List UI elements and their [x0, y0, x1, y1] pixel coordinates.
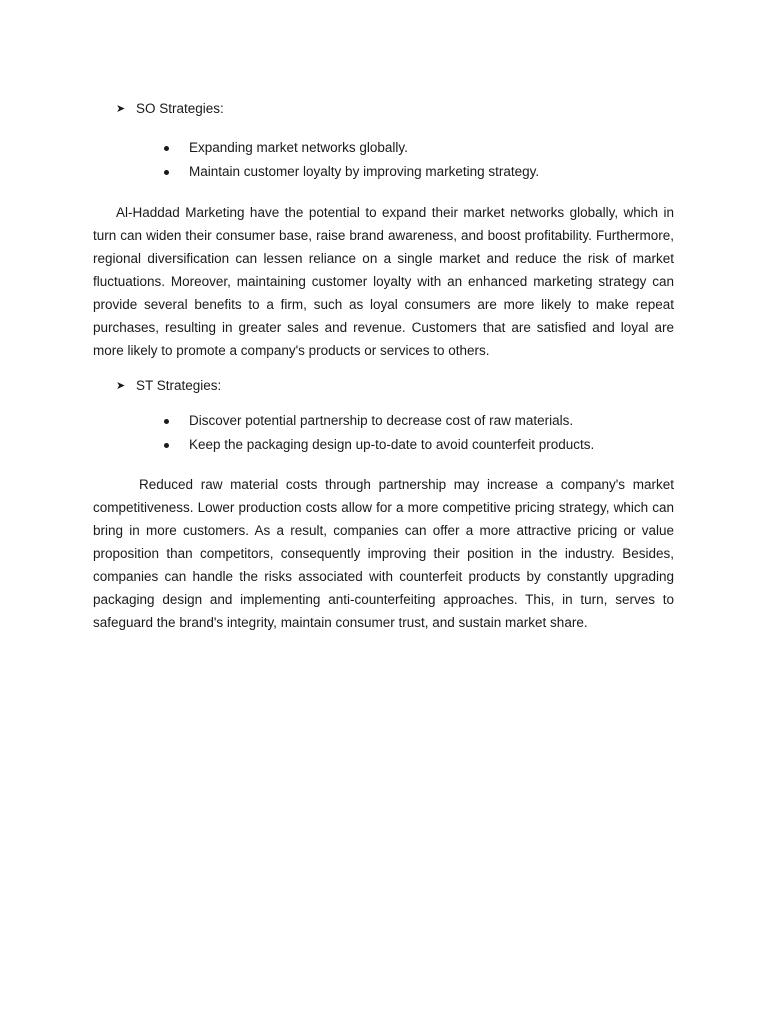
- st-bullet-list: [160, 409, 594, 457]
- list-item-text: Discover potential partnership to decrease cost of raw materials.: [189, 413, 574, 428]
- bullet-dot-icon: [164, 146, 169, 151]
- so-strategies-heading: [116, 100, 224, 118]
- list-item: [160, 160, 539, 184]
- list-item: [160, 409, 594, 433]
- arrow-bullet-icon: ➤: [116, 103, 126, 115]
- bullet-dot-icon: [164, 443, 169, 448]
- list-item-text: Maintain customer loyalty by improving marketing strategy.: [189, 164, 540, 179]
- list-item: [160, 136, 539, 160]
- so-heading-text: SO Strategies:: [136, 101, 224, 116]
- st-strategies-heading: [116, 377, 221, 395]
- so-bullet-list: [160, 136, 539, 184]
- list-item-text: Keep the packaging design up-to-date to avoid counterfeit products.: [189, 437, 595, 452]
- st-paragraph: Reduced raw material costs through partnership may increase a company's market competitiveness. Lower production costs allow for a more competitive pricing strategy, which can bring in more customers. As a result, companies can offer a more attractive pricing or value proposition than competitors, consequently improving their position in the industry. Besides, companies can handle the risks associated with counterfeit products by constantly upgrading packaging design and implementing anti-counterfeiting approaches. This, in turn, serves to safeguard the brand's integrity, maintain consumer trust, and sustain market share.: [93, 477, 674, 630]
- st-heading-text: ST Strategies:: [136, 378, 222, 393]
- bullet-dot-icon: [164, 170, 169, 175]
- list-item-text: Expanding market networks globally.: [189, 140, 408, 155]
- list-item: [160, 433, 594, 457]
- so-paragraph: Al-Haddad Marketing have the potential to expand their market networks globally, which in turn can widen their consumer base, raise brand awareness, and boost profitability. Furthermore, regional diversification can lessen reliance on a single market and reduce the risk of market fluctuations. Moreover, maintaining customer loyalty with an enhanced marketing strategy can provide several benefits to a firm, such as loyal consumers are more likely to make repeat purchases, resulting in greater sales and revenue. Customers that are satisfied and loyal are more likely to promote a company's products or services to others.: [93, 205, 674, 358]
- bullet-dot-icon: [164, 419, 169, 424]
- arrow-bullet-icon: ➤: [116, 380, 126, 392]
